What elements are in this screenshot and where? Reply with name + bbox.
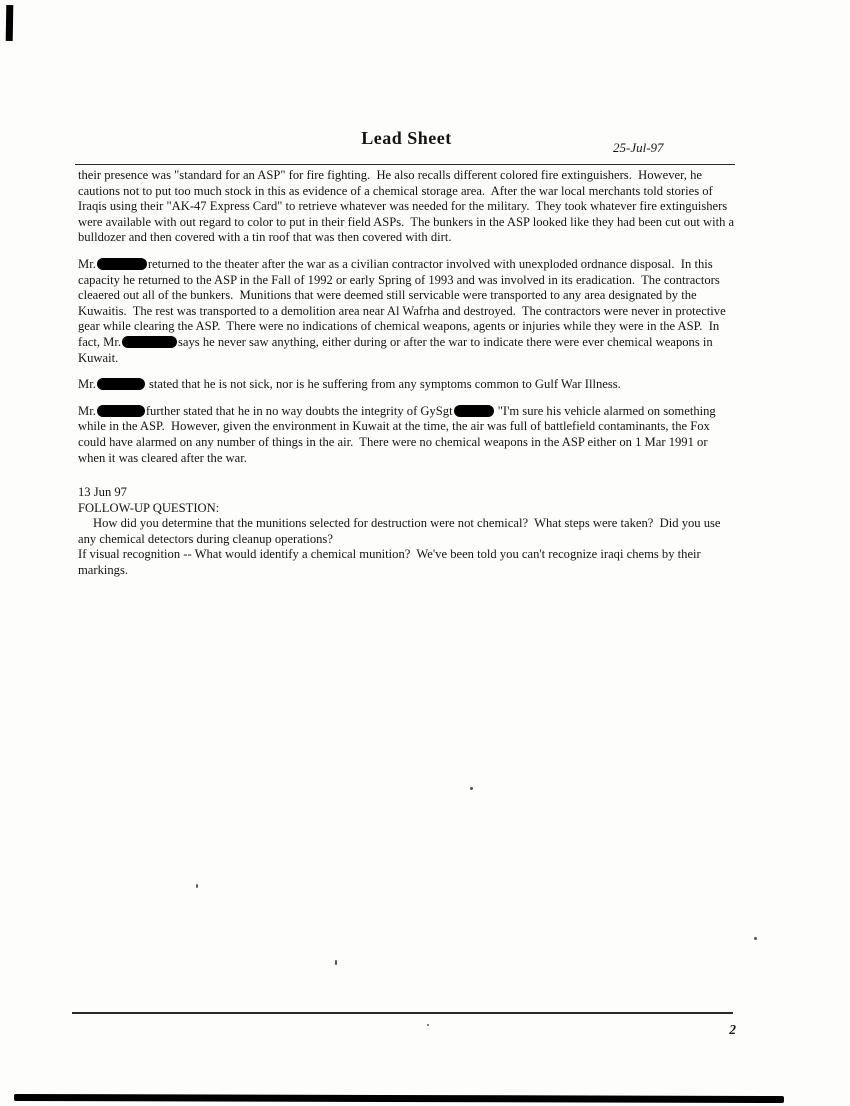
followup-question-main: How did you determine that the munitions selected for destruction were not chemical? What steps were taken? Did you use any chemical detectors during cleanup operations?: [78, 516, 724, 546]
page-number: 2: [729, 1022, 736, 1037]
redaction-bar: [97, 378, 145, 390]
paragraph-text: Mr.: [78, 403, 96, 418]
scan-speck: [427, 1024, 429, 1026]
paragraph: [78, 404, 736, 466]
page-title: Lead Sheet: [361, 128, 452, 148]
paragraph-text: Mr.: [78, 256, 96, 271]
redaction-bar: [97, 405, 145, 417]
followup-date: 13 Jun 97: [78, 485, 127, 500]
scan-speck: [754, 937, 757, 940]
followup-section: [78, 485, 736, 579]
paragraph: [78, 377, 736, 393]
paragraph-text: further stated that he in no way doubts the integrity of GySgt: [145, 403, 453, 418]
paragraph-text: "I'm sure his vehicle alarmed on something while in the ASP. However, given the environment in Kuwait at the time, the air was full of battlefield contaminants, the Fox could have alarmed on any number of things in the air. There were no chemical weapons in the ASP either on 1 Mar 1991 or when it was cleared after the war.: [78, 403, 719, 465]
document-date: 25-Jul-97: [613, 140, 664, 155]
followup-question-visual: If visual recognition -- What would identify a chemical munition? We've been told you can't recognize iraqi chems by their markings.: [78, 547, 704, 578]
paragraph-text: returned to the theater after the war as a civilian contractor involved with unexploded ordnance disposal. In this capacity he returned to the ASP in the Fall of 1992 or early Spring of 1993 and was involved in its eradication. The contractors cleaered out all of the bunkers. Munitions that were deemed still servicable were transported to any area designated by the Kuwaitis. The rest was transported to a demolition area near Al Wafrha and destroyed. The contractors were never in protective gear while clearing the ASP. There were no indications of chemical weapons, agents or injuries while they were in the ASP. In fact, Mr.: [78, 256, 729, 349]
scan-artifact-top-left: [6, 5, 14, 41]
redaction-bar: [97, 258, 147, 270]
paragraph: [78, 168, 736, 246]
footer-divider: [72, 1012, 733, 1014]
paragraph-text: Mr.: [78, 377, 96, 392]
header-divider: [75, 164, 735, 165]
redaction-bar: [454, 405, 494, 417]
paragraph-text: says he never saw anything, either during or after the war to indicate there were ever chemical weapons in Kuwait.: [78, 334, 716, 365]
followup-heading: FOLLOW-UP QUESTION:: [78, 500, 220, 515]
paragraph: [78, 257, 736, 366]
paragraph-text: their presence was "standard for an ASP" for fire fighting. He also recalls different colored fire extinguishers. However, he cautions not to put too much stock in this as evidence of a chemical storage area. After the war local merchants told stories of Iraqis using their "AK-47 Express Card" to retrieve whatever was needed for the military. They took whatever fire extinguishers were available with out regard to color to put in their field ASPs. The bunkers in the ASP looked like they had been cut out with a bulldozer and then covered with a tin roof that was then covered with dirt.: [78, 168, 738, 245]
redaction-bar: [122, 336, 177, 348]
paragraph-text: stated that he is not sick, nor is he suffering from any symptoms common to Gulf War Illness.: [145, 377, 621, 392]
scan-artifact-bottom: [14, 1094, 784, 1103]
document-body: [78, 168, 736, 579]
scan-speck: [335, 960, 337, 965]
scan-speck: [470, 787, 473, 790]
scan-speck: [196, 884, 198, 888]
